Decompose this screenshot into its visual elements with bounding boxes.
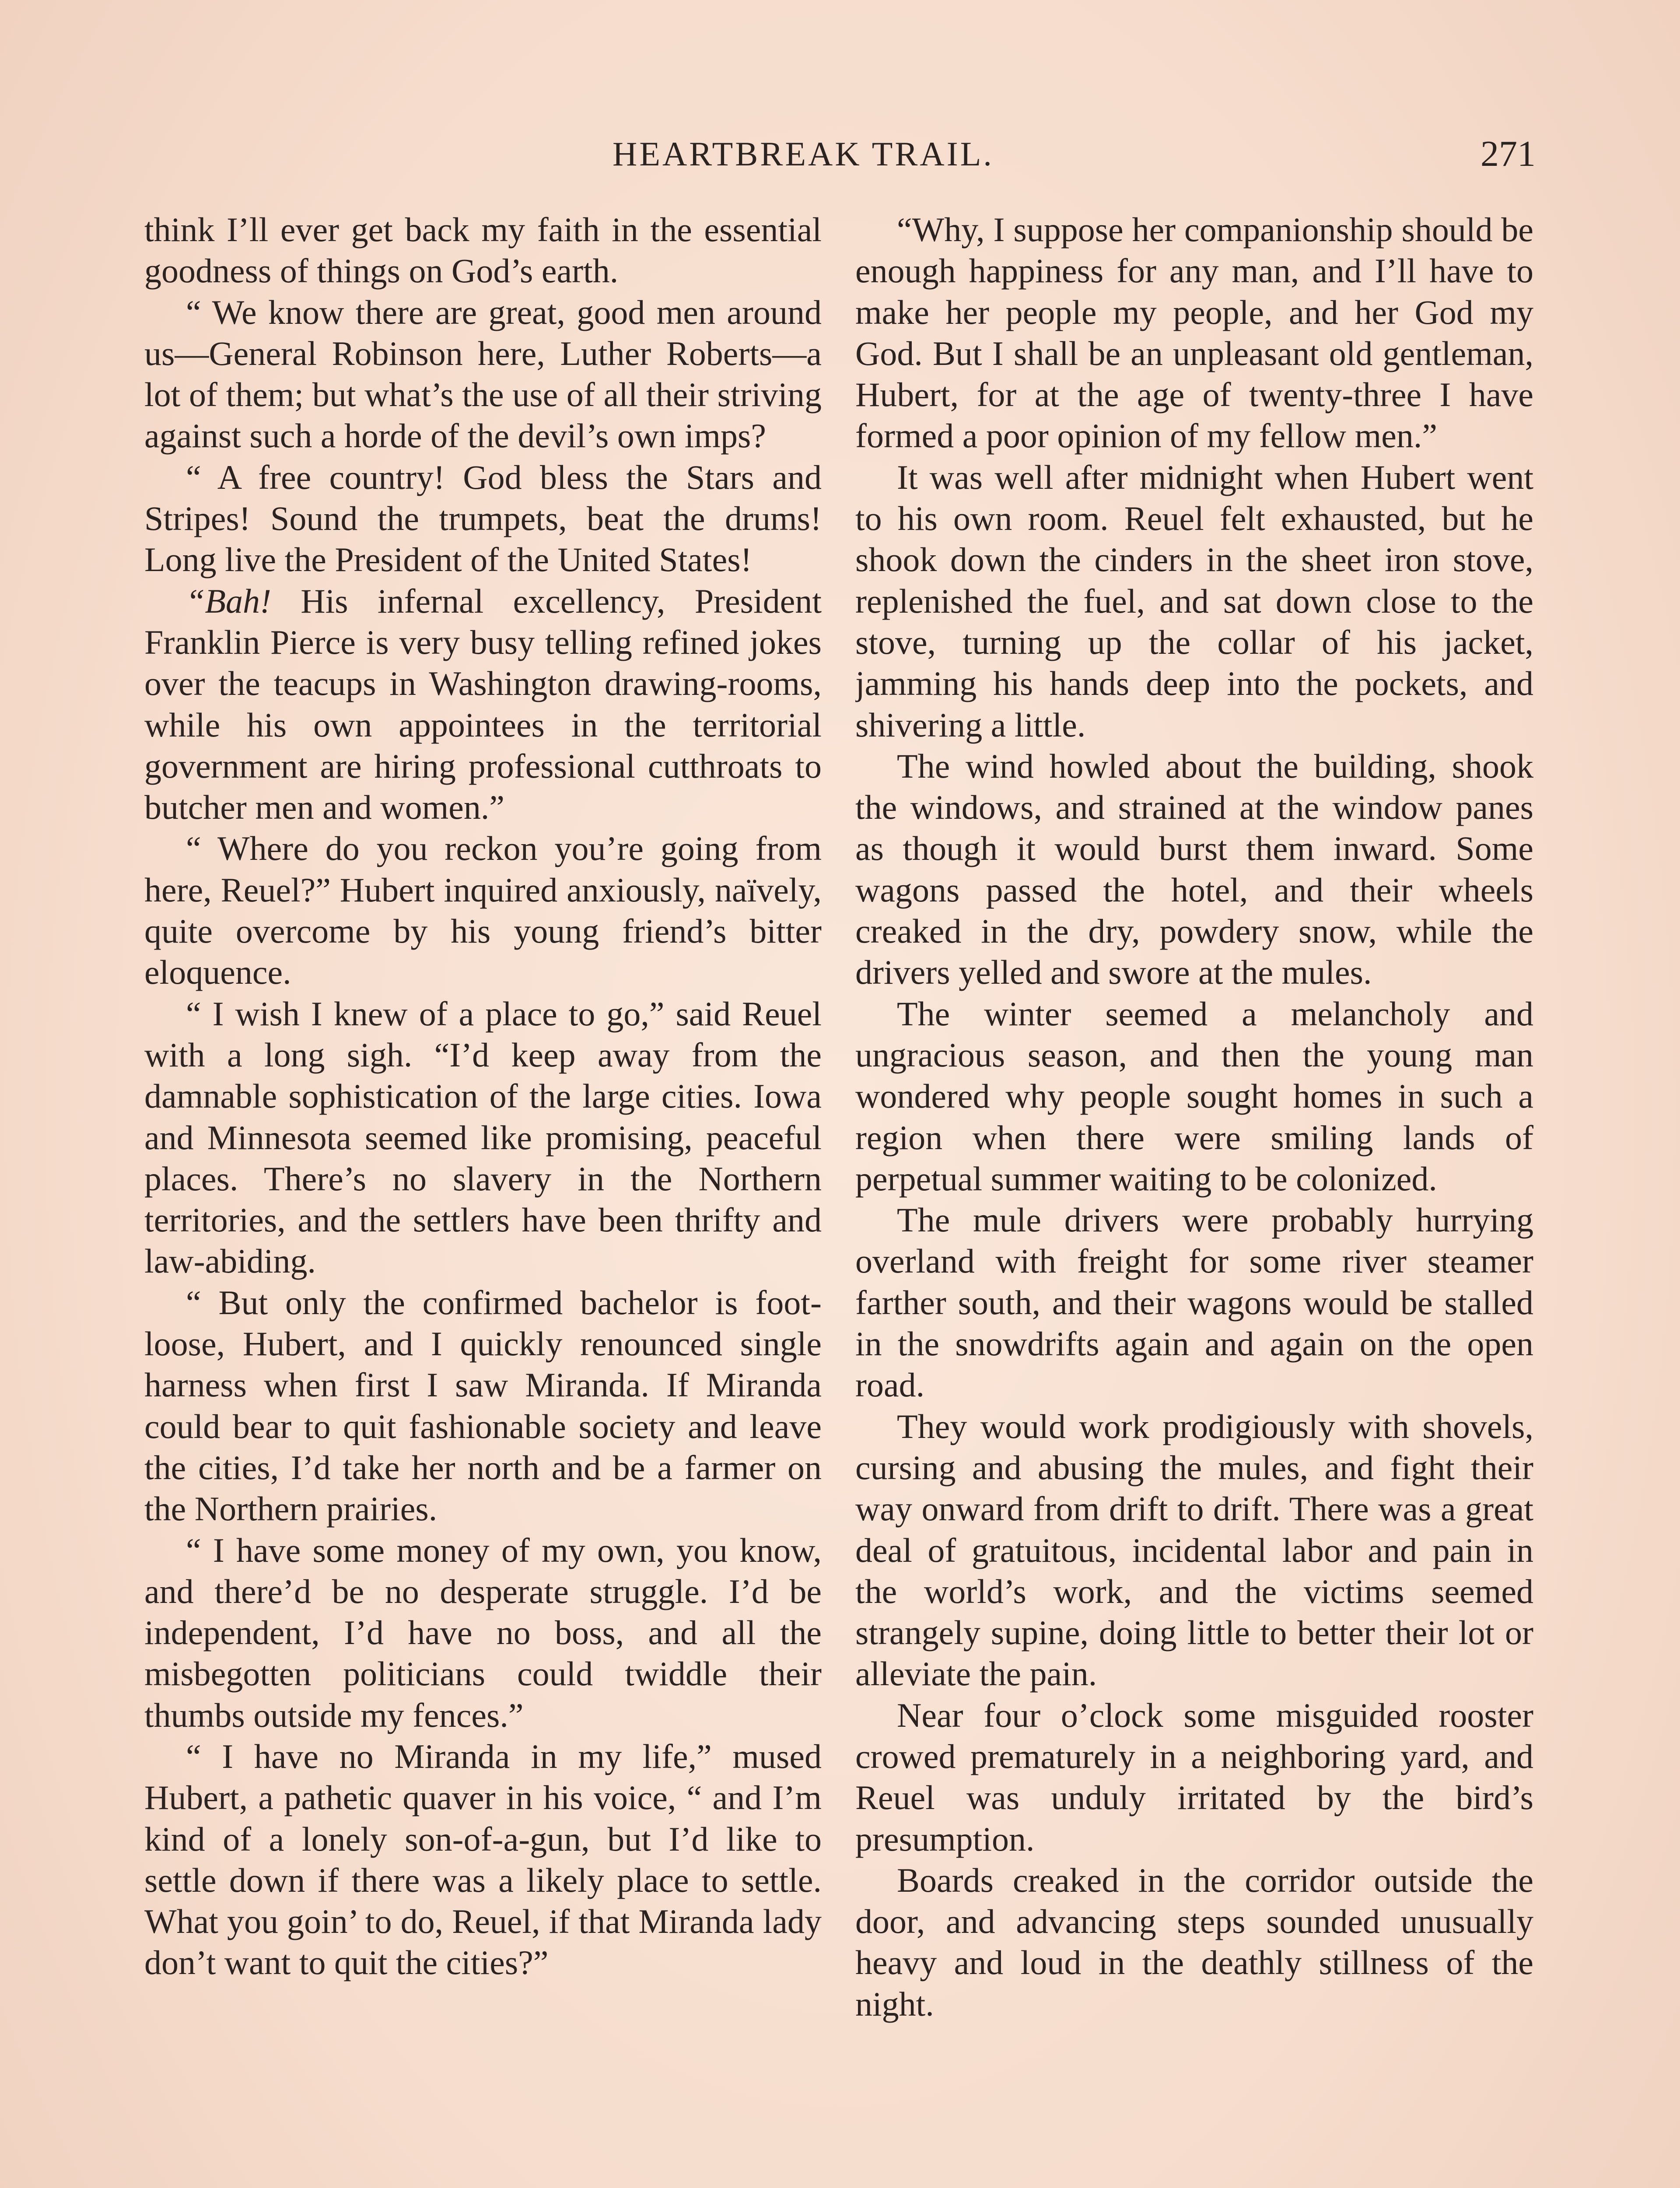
paragraph-text: “ I have some money of my own, you know, and there’d be no desperate struggle. I’d be independent, I’d have no boss, and all the misbegotten politicians could twiddle their thumbs outside my fences.”	[144, 1531, 822, 1734]
paragraph-text: “ We know there are great, good men around us—General Robinson here, Luther Roberts—a lot of them; but what’s the use of all their striving against such a horde of the devil’s own imps?	[144, 293, 822, 455]
paragraph-text: They would work prodigiously with shovels, cursing and abusing the mules, and fight their way onward from drift to drift. There was a great deal of gratuitous, incidental labor and pain in the world’s work, and the victims seemed strangely supine, doing little to better their lot or alleviate the pain.	[855, 1407, 1533, 1693]
paragraph	[144, 292, 822, 457]
paragraph	[855, 457, 1533, 746]
text-column-left	[144, 209, 822, 2188]
paragraph	[144, 209, 822, 292]
paragraph	[144, 1736, 822, 1984]
running-title: HEARTBREAK TRAIL.	[612, 135, 994, 173]
paragraph-text: “ Where do you reckon you’re going from here, Reuel?” Hubert inquired anxiously, naïvely, quite overcome by his young friend’s bitter eloquence.	[144, 829, 822, 992]
paragraph	[855, 209, 1533, 457]
running-header	[149, 128, 1536, 180]
paragraph	[144, 1282, 822, 1530]
paragraph-text: “ But only the confirmed bachelor is foot-loose, Hubert, and I quickly renounced single harness when first I saw Miranda. If Miranda could bear to quit fashionable society and leave the cities, I’d take her north and be a farmer on the Northern prairies.	[144, 1283, 822, 1528]
paragraph-text: His infernal excellency, President Franklin Pierce is very busy telling refined jokes over the teacups in Washington drawing-rooms, while his own appointees in the territorial government are hiring professional cutthroats to butcher men and women.”	[144, 582, 822, 827]
italic-text: “Bah!	[186, 582, 271, 620]
paragraph	[855, 1406, 1533, 1695]
paragraph	[144, 581, 822, 828]
paragraph-text: think I’ll ever get back my faith in the essential goodness of things on God’s earth.	[144, 210, 822, 290]
paragraph	[855, 1860, 1533, 2025]
paragraph-text: Boards creaked in the corridor outside the door, and advancing steps sounded unusually heavy and loud in the deathly stillness of the night.	[855, 1861, 1533, 2023]
text-column-right	[855, 209, 1533, 2188]
paragraph-text: The mule drivers were probably hurrying overland with freight for some river steamer farther south, and their wagons would be stalled in the snowdrifts again and again on the open road.	[855, 1201, 1533, 1404]
paragraph-text: Near four o’clock some misguided rooster crowed prematurely in a neighboring yard, and Reuel was unduly irritated by the bird’s presumption.	[855, 1696, 1533, 1858]
paragraph	[144, 457, 822, 581]
paragraph	[855, 1199, 1533, 1406]
paragraph-text: “Why, I suppose her companionship should be enough happiness for any man, and I’ll have to make her people my people, and her God my God. But I shall be an unpleasant old gentleman, Hubert, for at the age of twenty-three I have formed a poor opinion of my fellow men.”	[855, 210, 1533, 455]
paragraph	[144, 1530, 822, 1736]
paragraph	[144, 828, 822, 993]
page-number: 271	[1480, 133, 1536, 174]
paragraph-text: “ A free country! God bless the Stars and Stripes! Sound the trumpets, beat the drums! Long live the President of the United States!	[144, 458, 822, 579]
paragraph	[144, 993, 822, 1282]
paragraph	[855, 993, 1533, 1199]
paragraph-text: The winter seemed a melancholy and ungracious season, and then the young man wondered why people sought homes in such a region when there were smiling lands of perpetual summer waiting to be colonized.	[855, 994, 1533, 1198]
paragraph	[855, 1695, 1533, 1860]
paragraph-text: It was well after midnight when Hubert went to his own room. Reuel felt exhausted, but he shook down the cinders in the sheet iron stove, replenished the fuel, and sat down close to the stove, turning up the collar of his jacket, jamming his hands deep into the pockets, and shivering a little.	[855, 458, 1533, 744]
paragraph-text: “ I have no Miranda in my life,” mused Hubert, a pathetic quaver in his voice, “ and I’m kind of a lonely son-of-a-gun, but I’d like to settle down if there was a likely place to settle. What you goin’ to do, Reuel, if that Miranda lady don’t want to quit the cities?”	[144, 1737, 822, 1982]
paragraph	[855, 746, 1533, 993]
paragraph-text: The wind howled about the building, shook the windows, and strained at the window panes as though it would burst them inward. Some wagons passed the hotel, and their wheels creaked in the dry, powdery snow, while the drivers yelled and swore at the mules.	[855, 747, 1533, 992]
paragraph-text: “ I wish I knew of a place to go,” said Reuel with a long sigh. “I’d keep away from the damnable sophistication of the large cities. Iowa and Minnesota seemed like promising, peaceful places. There’s no slavery in the Northern territories, and the settlers have been thrifty and law-abiding.	[144, 994, 822, 1280]
